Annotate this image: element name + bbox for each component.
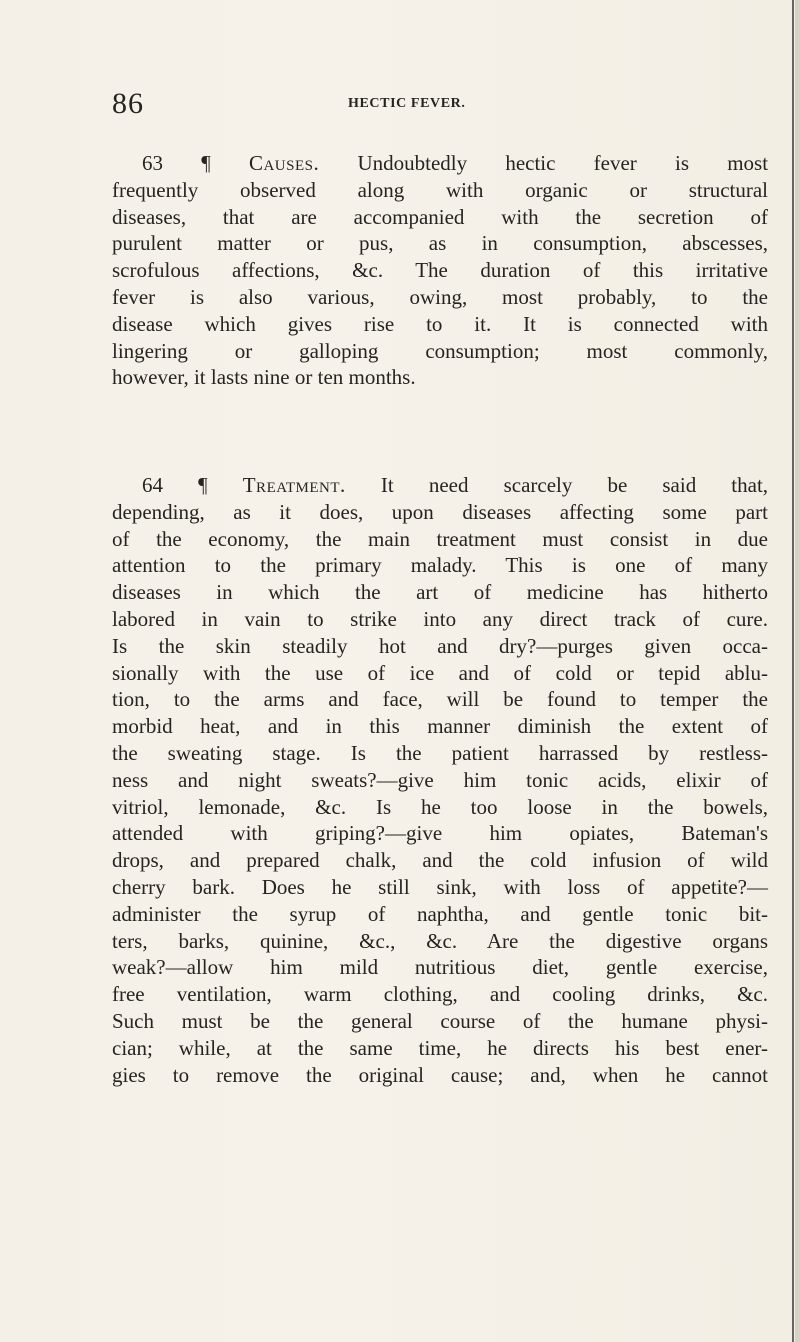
paragraph-number: 64 <box>142 473 163 497</box>
running-head: HECTIC FEVER. <box>348 96 466 111</box>
text-line: It need scarcely be said that, <box>380 473 769 497</box>
text-line: scrofulous affections, &c. The duration of this irritative <box>112 258 768 283</box>
paragraph-heading: Treatment. <box>242 473 346 497</box>
text-line: Undoubtedly hectic fever is most <box>357 151 769 175</box>
text-line: diseases, that are accompanied with the secretion of <box>112 204 768 229</box>
text-line: tion, to the arms and face, will be found to temper the <box>112 687 768 712</box>
text-line: vitriol, lemonade, &c. Is he too loose in the bowels, <box>112 794 768 819</box>
page-edge-shadow <box>795 0 800 1342</box>
text-line: drops, and prepared chalk, and the cold infusion of wild <box>112 848 768 873</box>
paragraph-treatment <box>112 472 792 1088</box>
paragraph-first-line <box>112 150 768 177</box>
page-number: 86 <box>112 87 144 120</box>
paragraph-causes <box>112 150 792 391</box>
text-line: administer the syrup of naphtha, and gentle tonic bit- <box>112 901 768 926</box>
text-line: morbid heat, and in this manner diminish the extent of <box>112 714 768 739</box>
text-line: diseases in which the art of medicine has hitherto <box>112 580 768 605</box>
text-line: attention to the primary malady. This is one of many <box>112 553 768 578</box>
text-line: disease which gives rise to it. It is connected with <box>112 311 768 336</box>
text-line: gies to remove the original cause; and, when he cannot <box>112 1062 768 1087</box>
text-line: ness and night sweats?—give him tonic acids, elixir of <box>112 767 768 792</box>
text-line: cian; while, at the same time, he directs his best ener- <box>112 1035 768 1060</box>
text-line: the sweating stage. Is the patient harrassed by restless- <box>112 740 768 765</box>
text-line: weak?—allow him mild nutritious diet, gentle exercise, <box>112 955 768 980</box>
text-line: of the economy, the main treatment must consist in due <box>112 526 768 551</box>
text-line: Such must be the general course of the humane physi- <box>112 1008 768 1033</box>
text-line: however, it lasts nine or ten months. <box>112 365 416 390</box>
pilcrow-icon: ¶ <box>198 473 208 497</box>
paragraph-heading: Causes. <box>248 151 320 175</box>
text-line: fever is also various, owing, most probably, to the <box>112 284 768 309</box>
text-line: frequently observed along with organic or structural <box>112 177 768 202</box>
text-line: ters, barks, quinine, &c., &c. Are the digestive organs <box>112 928 768 953</box>
text-line: Is the skin steadily hot and dry?—purges given occa- <box>112 633 768 658</box>
paragraph-first-line <box>112 472 768 499</box>
page-edge-line <box>792 0 794 1342</box>
text-line: sionally with the use of ice and of cold or tepid ablu- <box>112 660 768 685</box>
text-line: depending, as it does, upon diseases affecting some part <box>112 499 768 524</box>
text-line: attended with griping?—give him opiates, Bateman's <box>112 821 768 846</box>
text-line: cherry bark. Does he still sink, with loss of appetite?— <box>112 874 768 899</box>
paragraph-number: 63 <box>142 151 163 175</box>
text-line: labored in vain to strike into any direct track of cure. <box>112 606 768 631</box>
text-line: lingering or galloping consumption; most commonly, <box>112 338 768 363</box>
pilcrow-icon: ¶ <box>201 151 211 175</box>
text-line: purulent matter or pus, as in consumption, abscesses, <box>112 231 768 256</box>
text-line: free ventilation, warm clothing, and cooling drinks, &c. <box>112 982 768 1007</box>
